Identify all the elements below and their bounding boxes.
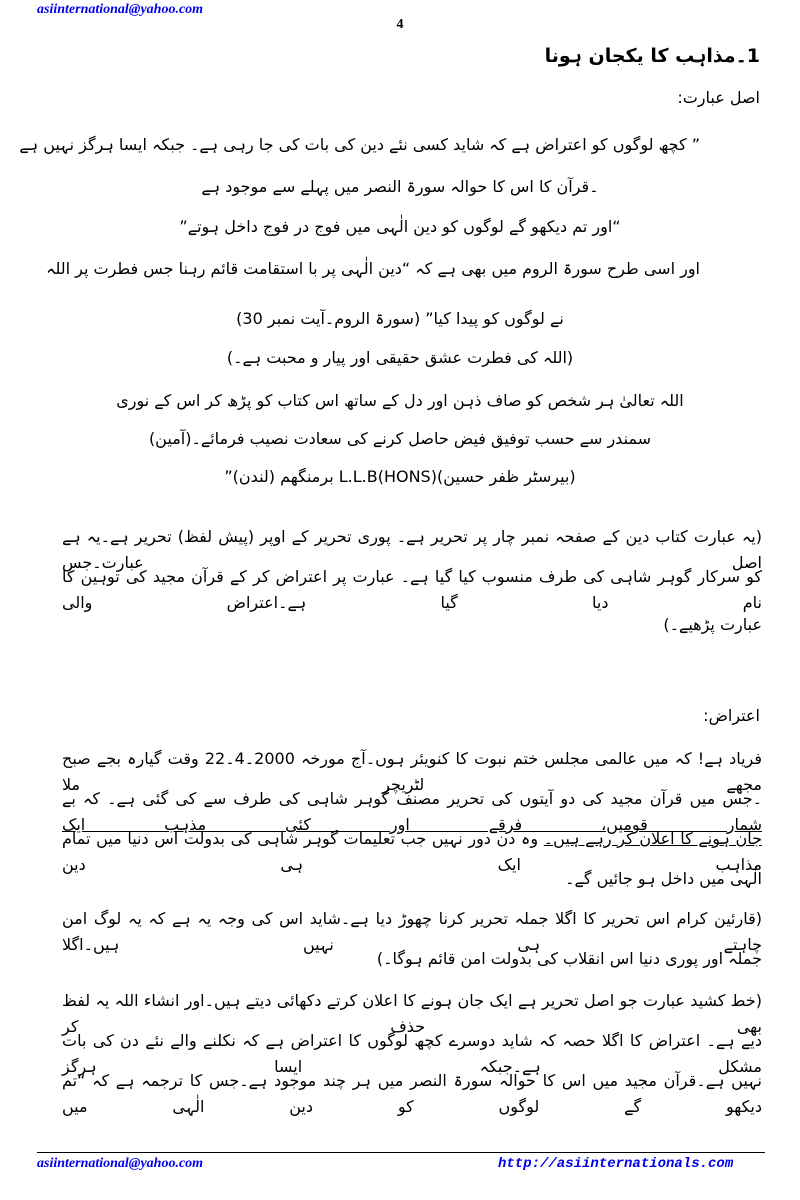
quote-line: (بیرسٹر ظفر حسین)(L.L.B(HONS برمنگھم (لندن)” bbox=[224, 467, 576, 486]
footer-email-link[interactable]: asiinternational@yahoo.com bbox=[37, 1156, 204, 1171]
underlined-text: جان ہونے کا اعلان کر رہے ہیں۔ bbox=[543, 829, 762, 848]
text-segment: (قارئین کرام اس تحریر کا اگلا جملہ تحریر کرنا چھوڑ دیا ہے۔شاید اس کی وجہ یہ ہے کہ یہ لوگ امن چاہتے ہی نہیں ہیں۔اگلا bbox=[62, 909, 762, 954]
quote-line: اور اسی طرح سورۃ الروم میں بھی ہے کہ “دین الٰہی پر با استقامت قائم رہنا جس فطرت پر اللہ bbox=[46, 259, 700, 278]
text-segment: الٰہی میں داخل ہو جائیں گے۔ bbox=[565, 869, 762, 888]
text-line bbox=[377, 946, 762, 972]
quote-line: (اللہ کی فطرت عشق حقیقی اور پیار و محبت ہے۔) bbox=[226, 348, 574, 367]
text-line bbox=[62, 906, 762, 954]
text-line bbox=[62, 746, 763, 794]
quote-line: اللہ تعالیٰ ہر شخص کو صاف ذہن اور دل کے ساتھ اس کتاب کو پڑھ کر اس کے نوری bbox=[116, 391, 684, 410]
footer-divider bbox=[37, 1152, 765, 1153]
text-segment: فریاد ہے! کہ میں عالمی مجلس ختم نبوت کا کنویئر ہوں۔آج مورخہ 2000۔4۔22 وقت گیارہ بجے صبح مجھے لٹریچر ملا bbox=[62, 749, 763, 794]
quote-line: ” کچھ لوگوں کو اعتراض ہے کہ شاید کسی نئے دین کی بات کی جا رہی ہے۔ جبکہ ایسا ہرگز نہیں ہے bbox=[19, 135, 700, 154]
text-line bbox=[62, 786, 762, 834]
text-segment: (یہ عبارت کتاب دین کے صفحہ نمبر چار پر تحریر ہے۔ پوری تحریر کے اوپر (پیش لفظ) تحریر ہے۔یہ ہے اصل عبارت۔جس bbox=[62, 527, 762, 572]
text-segment: (خط کشید عبارت جو اصل تحریر ہے ایک جان ہونے کا اعلان کرتے دکھائی دیتے ہیں۔اور انشاء اللہ یہ لفظ بھی حذف کر bbox=[62, 991, 762, 1036]
text-line bbox=[663, 612, 762, 638]
text-line bbox=[62, 1028, 762, 1076]
text-segment: دیے ہے۔ اعتراض کا اگلا حصہ کہ شاید دوسرے کچھ لوگوں کا اعتراض ہے کہ نکلنے والے نئے دن کی بات مشکل ہے۔جبکہ ایسا ہرگز bbox=[62, 1031, 762, 1076]
text-segment: نہیں ہے۔قرآن مجید میں اس کا حوالہ سورۃ النصر میں ہر چند موجود ہے۔جس کا ترجمہ ہے کہ “تم دیکھو گے لوگوں کو دین الٰہی میں bbox=[62, 1071, 762, 1116]
header-email-link[interactable]: asiinternational@yahoo.com bbox=[37, 2, 204, 17]
text-line bbox=[565, 866, 762, 892]
section-title: 1۔مذاہب کا یکجان ہونا bbox=[544, 45, 760, 67]
quote-line: ۔قرآن کا اس کا حوالہ سورۃ النصر میں پہلے سے موجود ہے bbox=[201, 177, 599, 196]
text-segment: کو سرکار گوہر شاہی کی طرف منسوب کیا گیا ہے۔ عبارت پر اعتراض کر کے قرآن مجید کی توہین کا نام دیا گیا ہے۔اعتراض والی bbox=[62, 567, 762, 612]
quote-line: نے لوگوں کو پیدا کیا” (سورۃ الروم۔آیت نمبر 30) bbox=[236, 309, 564, 328]
text-line bbox=[62, 564, 762, 612]
text-line bbox=[62, 524, 762, 572]
quote-line: سمندر سے حسب توفیق فیض حاصل کرنے کی سعادت نصیب فرمائے۔(آمین) bbox=[148, 429, 652, 448]
text-segment: عبارت پڑھیے۔) bbox=[663, 615, 762, 634]
underlined-text: بے شمار قومیں، فرقے اور کئی مذہب ایک bbox=[62, 789, 762, 834]
quote-line: “اور تم دیکھو گے لوگوں کو دین الٰہی میں فوج در فوج داخل ہوتے” bbox=[179, 217, 621, 236]
objection-label: اعتراض: bbox=[703, 706, 760, 725]
page-number: 4 bbox=[396, 17, 404, 32]
original-text-label: اصل عبارت: bbox=[677, 88, 760, 107]
text-segment: وہ دن دور نہیں جب تعلیمات گوہر شاہی کی بدولت اس دنیا میں تمام مذاہب ایک ہی دین bbox=[62, 829, 762, 874]
text-segment: جملہ اور پوری دنیا اس انقلاب کی بدولت امن قائم ہوگا۔) bbox=[376, 949, 762, 968]
text-line bbox=[62, 988, 762, 1036]
text-line bbox=[62, 1068, 762, 1116]
footer-website-link[interactable]: http://asiinternationals.com bbox=[498, 1156, 734, 1172]
text-segment: ۔جس میں قرآن مجید کی دو آیتوں کی تحریر مصنف گوہر شاہی کی طرف سے کی گئی ہے۔ کہ bbox=[75, 789, 762, 808]
text-line bbox=[62, 826, 762, 874]
